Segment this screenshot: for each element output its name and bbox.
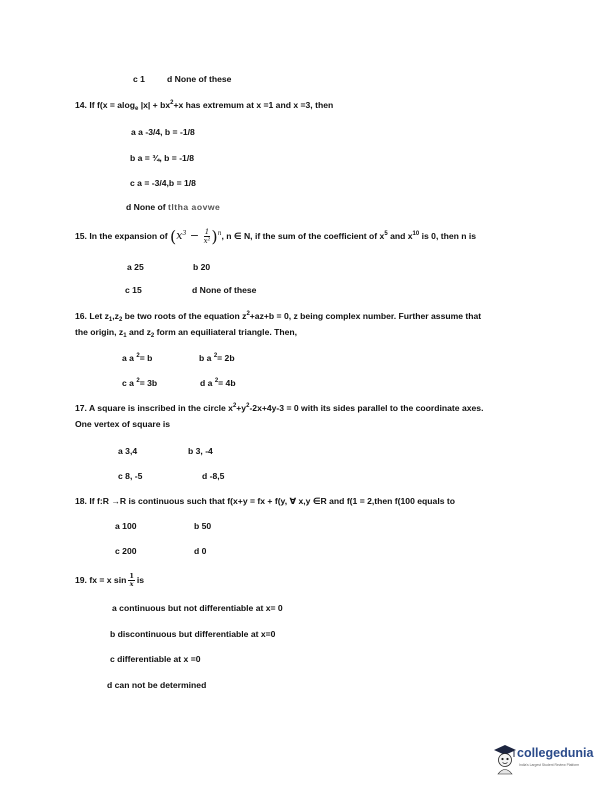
q15-option-d: d None of these xyxy=(192,285,257,295)
q18-option-b: b 50 xyxy=(194,521,212,531)
q16-option-a: a a $^2$= b xyxy=(122,353,153,363)
q19-fraction: $\frac{1}{x}$ xyxy=(129,572,134,588)
q15-tail: is 0, then n is xyxy=(419,231,477,241)
logo-wordmark: collegedunia xyxy=(517,746,594,760)
q17-option-a: a 3,4 xyxy=(118,446,138,456)
q14-option-b: b a = ¾, b = -1/8 xyxy=(130,153,195,163)
q18-option-d: d 0 xyxy=(194,546,207,556)
q14-option-d-text: d None of xyxy=(126,202,169,212)
logo-tagline: India's Largest Student Review Platform xyxy=(519,763,580,767)
question-18: 18. If f:R →R is continuous such that f(x+y = fx + f(y, ∀ x,y ∈R and f(1 = 2,then f(100 equals to xyxy=(75,496,455,506)
option-d: d None of these xyxy=(167,74,232,84)
question-14 xyxy=(75,100,333,110)
q19-option-d: d can not be determined xyxy=(107,680,207,690)
q16-option-b: b a $^2$= 2b xyxy=(199,353,235,363)
q15-pre: In the expansion of xyxy=(89,231,168,241)
q14-log-base: e xyxy=(134,106,139,112)
q19-option-c: c differentiable at x =0 xyxy=(110,654,201,664)
q15-mid: , n ∈ N, if the sum of the coefficient of x xyxy=(221,231,385,241)
q16-option-c: c a $^2$= 3b xyxy=(122,378,158,388)
q14-post: |x| + bx xyxy=(140,100,171,110)
q17-option-c: c 8, -5 xyxy=(118,471,143,481)
q14-option-d xyxy=(126,202,220,212)
option-c: c 1 xyxy=(133,74,145,84)
question-16-line-2: the origin, $z_1$ and $z_2$ form an equiliateral triangle. Then, xyxy=(75,327,298,339)
q15-expression: ($x^3$ − $\frac{1}{\text{x²}}$ )$^n$ xyxy=(170,227,222,246)
question-17-line-1: 17. A square is inscribed in the circle $x^2+y^2-2x+4y-3 = 0$ with its sides parallel to the coordinate axes. xyxy=(75,403,484,413)
question-16-line-1: 16. Let $z_1,z_2$ be two roots of the equation $z^2+az+b = 0$, z being complex number. Further assume that xyxy=(75,311,482,323)
question-17-line-2: One vertex of square is xyxy=(75,419,171,429)
q16-option-d: d a $^2$= 4b xyxy=(200,378,236,388)
q14-pre: If f(x = alog xyxy=(89,100,135,110)
q18-option-a: a 100 xyxy=(115,521,137,531)
q15-option-a: a 25 xyxy=(127,262,144,272)
graduate-mascot-icon xyxy=(493,743,517,775)
q15-option-c: c 15 xyxy=(125,285,142,295)
question-19: 19. fx = x sin $\frac{1}{x}$ is xyxy=(75,572,145,588)
q14-number: 14. xyxy=(75,100,87,110)
q14-exp: 2 xyxy=(170,100,174,106)
q19-option-a: a continuous but not differentiable at x= 0 xyxy=(112,603,283,613)
q14-option-a: a a -3/4, b = -1/8 xyxy=(131,127,195,137)
q15-option-b: b 20 xyxy=(193,262,211,272)
q19-option-b: b discontinuous but differentiable at x=0 xyxy=(110,629,276,639)
question-15: 15. In the expansion of ($x^3$ − $\frac{1}{\text{x²}}$ )$^n$, n ∈ N, if the sum of the coefficient of $x^5$ and $x^{10}$ is 0, then n is xyxy=(75,227,477,246)
q14-option-c: c a = -3/4,b = 1/8 xyxy=(130,178,196,188)
q17-option-d: d -8,5 xyxy=(202,471,225,481)
q17-option-b: b 3, -4 xyxy=(188,446,213,456)
q18-option-c: c 200 xyxy=(115,546,137,556)
q14-option-d-garbled: tltha aovwe xyxy=(168,202,221,212)
q14-tail: +x has extremum at x =1 and x =3, then xyxy=(173,100,334,110)
collegedunia-logo xyxy=(493,743,603,777)
q15-number: 15. xyxy=(75,231,87,241)
